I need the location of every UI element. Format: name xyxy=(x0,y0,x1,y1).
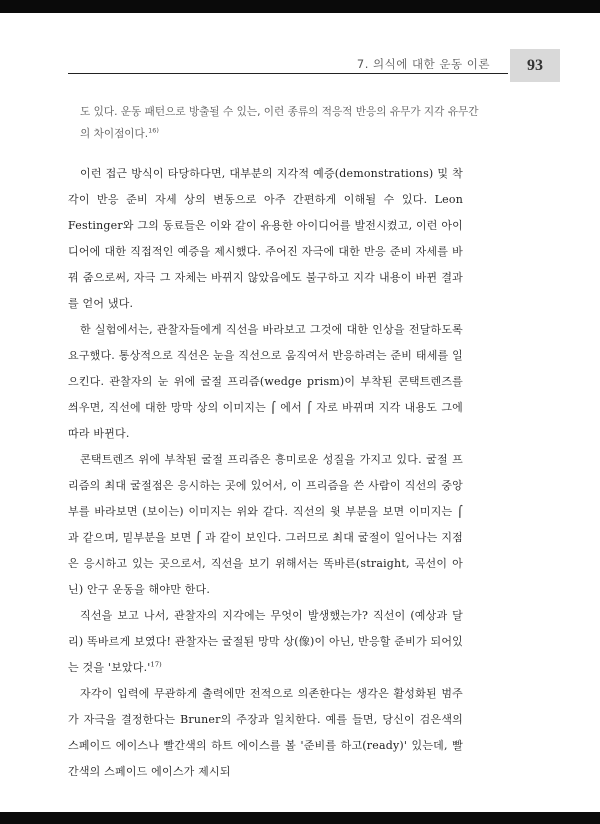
header-rule xyxy=(68,73,508,74)
paragraph-text: 콘택트렌즈 위에 부착된 굴절 프리즘은 흥미로운 성질을 가지고 있다. 굴절 프리즘의 최대 굴절점은 응시하는 곳에 있어서, 이 프리즘을 쓴 사람이 직선의 중앙부를 바라보면 (보이는) 이미지는 위와 같다. 직선의 윗 부분을 보면 이미지는 ⌠ 과 같으며, 밑부분을 보면 ⌠ 과 같이 보인다. 그러므로 최대 굴절이 일어나는 지점은 응시하고 있는 곳으로서, 직선을 보기 위해서는 똑바른(straight, 곡선이 아닌) 안구 운동을 해야만 한다. xyxy=(68,453,463,596)
top-border xyxy=(0,0,600,13)
page-number: 93 xyxy=(510,49,560,82)
paragraph xyxy=(68,447,463,603)
paragraph xyxy=(68,317,463,447)
footnote-ref: 17) xyxy=(150,660,162,669)
paragraph xyxy=(68,603,463,681)
paragraph xyxy=(68,681,463,785)
paragraph-text: 이런 접근 방식이 타당하다면, 대부분의 지각적 예증(demonstrations) 및 착각이 반응 준비 자세 상의 변동으로 아주 간편하게 이해될 수 있다. Leon Festinger와 그의 동료들은 이와 같이 유용한 아이디어를 발전시켰고, 이런 아이디어에 대한 직접적인 예증을 제시했다. 주어진 자극에 대한 반응 준비 자세를 바꿔 줌으로써, 자극 그 자체는 바뀌지 않았음에도 불구하고 지각 내용이 바뀐 결과를 얻어 냈다. xyxy=(68,167,463,310)
paragraph-text: 자각이 입력에 무관하게 출력에만 전적으로 의존한다는 생각은 활성화된 범주가 자극을 결정한다는 Bruner의 주장과 일치한다. 예를 들면, 당신이 검은색의 스페이드 에이스나 빨간색의 하트 에이스를 볼 '준비를 하고(ready)' 있는데, 빨간색의 스페이드 에이스가 제시되 xyxy=(68,687,463,778)
paragraph-text: 직선을 보고 나서, 관찰자의 지각에는 무엇이 발생했는가? 직선이 (예상과 달리) 똑바르게 보였다! 관찰자는 굴절된 망막 상(像)이 아닌, 반응할 준비가 되어있는 것을 '보았다.' xyxy=(68,609,463,674)
quoted-text-block xyxy=(80,101,480,145)
footnote-ref: 16) xyxy=(148,126,159,135)
running-header: 7. 의식에 대한 운동 이론 xyxy=(356,57,490,71)
paragraph-text: 한 실험에서는, 관찰자들에게 직선을 바라보고 그것에 대한 인상을 전달하도록 요구했다. 통상적으로 직선은 눈을 직선으로 움직여서 반응하려는 준비 태세를 일으킨다. 관찰자의 눈 위에 굴절 프리즘(wedge prism)이 부착된 콘택트렌즈를 씌우면, 직선에 대한 망막 상의 이미지는 ⌠ 에서 ⌠ 자로 바뀌며 지각 내용도 그에 따라 바뀐다. xyxy=(68,323,463,440)
bottom-border xyxy=(0,812,600,824)
paragraph xyxy=(68,161,463,317)
body-text xyxy=(68,161,463,785)
quoted-text: 도 있다. 운동 패턴으로 방출될 수 있는, 이런 종류의 적응적 반응의 유무가 지각 유무간의 차이점이다. xyxy=(80,106,479,140)
